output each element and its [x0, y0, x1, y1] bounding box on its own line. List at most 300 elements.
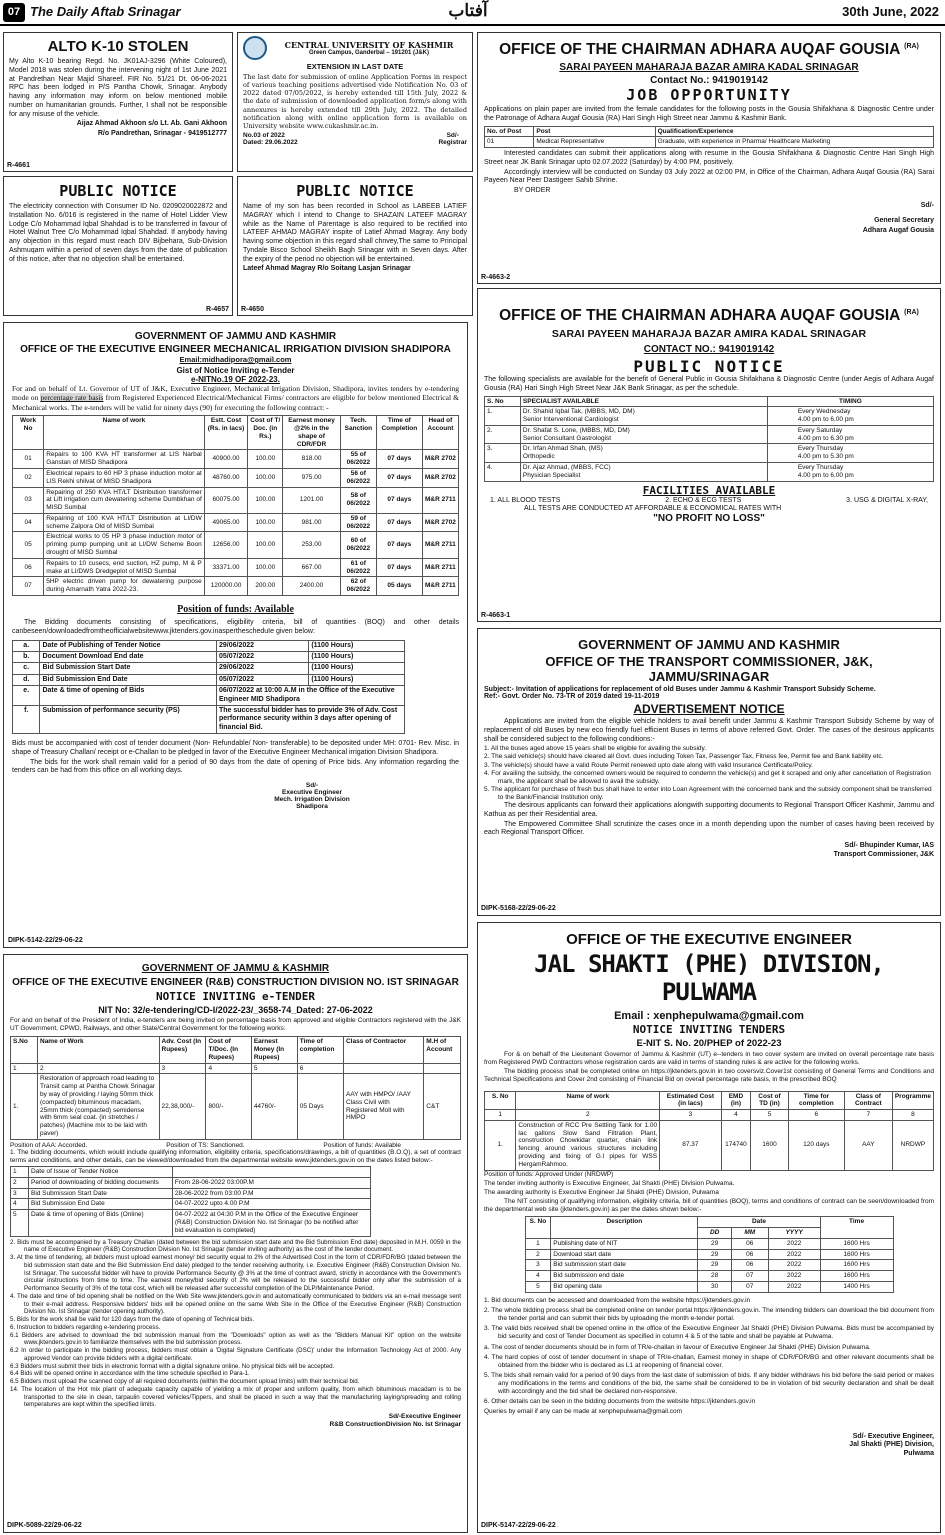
sign-sd: Sd/- — [305, 782, 319, 790]
cell: Submission of performance security (PS) — [40, 705, 217, 733]
col-header: S. No — [525, 1217, 551, 1239]
cell: 58 of 06/2022 — [340, 487, 376, 513]
ad-auqaf-public-notice — [477, 288, 941, 622]
col-header: Qualification/Experience — [655, 126, 933, 137]
cell: 06/07/2022 at 10:00 A.M in the Office of the Executive Engineer MID Shadipora — [217, 686, 405, 706]
list-item: 4. The date and time of bid opening shall be notified on the Web Site www.jktenders.gov.in and automatically communicated to bidders via an e-mail message sent to their e-mail address. Responsive bidders' bids will be opened online on the same Web Site in the Office of the Executive Engineer (R&B) Construction Division No. Ist Srinagar (tender opening authority). — [10, 1292, 461, 1316]
p2: The desirous applicants can forward their applications alongwith supporting documents to Regional Transport Officer Kashmir, Jammu and Kathua as per their Residential area. — [484, 802, 934, 818]
cell — [520, 463, 767, 482]
cell: 1201.00 — [283, 487, 340, 513]
cell: 04 — [13, 513, 44, 532]
facilities-heading: FACILITIES AVAILABLE — [642, 483, 776, 497]
cell: 818.00 — [283, 450, 340, 469]
ad-central-university — [237, 32, 473, 172]
cuk-registrar: Registrar — [438, 138, 467, 146]
cell: 48760.00 — [204, 468, 247, 487]
table-row — [13, 674, 405, 685]
ad-body: My Alto K-10 bearing Regd. No. JK01AJ-3296 (White Coloured), Model 2018 was stolen during the intervening night of 1st June 2021 at Pandrethan Near Majid Shareef. FIR No. 51/21 Dt. 06-06-2021 RPC has been lodged in P/S Pantha Chowk, Srinagar. Anybody having any information may inform on below mentioned mobile number on humanitarian grounds. Further, I shall not be responsible for any misuse of the vehicle. — [9, 58, 227, 118]
cell: 40900.00 — [204, 450, 247, 469]
intro-b: from Registered Experienced Electrical/Mechanical Firms/ contractors are eligible for below mentioned Electrical & Mechanical works. The e-tenders will be valid for ninety days (90) for executing the following contract: - — [12, 393, 460, 412]
p1: Position of funds: Approved Under (NRDWP) — [484, 1170, 614, 1178]
cell: 3. — [485, 444, 521, 463]
table-row — [525, 1282, 893, 1293]
cell: Medical Representative — [534, 137, 655, 148]
cell: M&R 2711 — [422, 487, 458, 513]
cell: Electrical repairs to 60 HP 3 phase induction motor at LIS Rekhi shilvat of MISD Shadipora — [44, 468, 205, 487]
table-row — [525, 1238, 893, 1249]
cell: 06 — [731, 1249, 768, 1260]
cell: e. — [13, 686, 40, 706]
col-header: EMD (in) — [721, 1091, 750, 1110]
page-number: 07 — [3, 3, 25, 22]
works-table — [12, 415, 459, 596]
table-row — [485, 407, 934, 426]
col-header: Time for completion — [788, 1091, 844, 1110]
cell: 22,38,000/- — [159, 1074, 206, 1139]
cell: 29/06/2022 — [217, 663, 309, 674]
cell: 07 — [731, 1282, 768, 1293]
cell-line: Every Thursday — [797, 464, 844, 472]
cell: (1100 Hours) — [309, 651, 405, 662]
cell: 2. — [485, 425, 521, 444]
col-header: Programme — [892, 1091, 933, 1110]
bid-intro: The Bidding documents consisting of specifications, eligibility criteria, bill of quantities (BOQ) and other details canbeseen/downloadedfromtheofficialwebsitewww.jktenders.gov.inasperthescheduIe given below: — [12, 619, 459, 635]
col-number: 3 — [660, 1110, 722, 1121]
cell: 1 — [11, 1167, 29, 1178]
p3: The awarding authority is Executive Engineer Jal Shakti (PHE) Division, Pulwama — [484, 1188, 719, 1196]
notice-heading: NOTICE INVITING TENDERS — [632, 1023, 786, 1036]
cell: 1600 Hrs — [820, 1249, 893, 1260]
list-item: 6.5 Bidders must upload the scanned copy of all required documents (within the document upload limits) with their technical bid. — [10, 1378, 360, 1386]
list-item: 1. Bid documents can be accessed and downloaded from the website https://jktenders.gov.in — [484, 1296, 751, 1304]
table-row — [13, 705, 405, 733]
cell: AAY — [844, 1120, 892, 1170]
cell: 1600 — [751, 1120, 789, 1170]
list-item: 5. The applicant for purchase of fresh bus shall have to enter into Loan Agreement with the concerned bank and the subsidy component shall be transferred to the Bank/Financial Institution only. — [484, 785, 932, 801]
cell: Bid Submission End Date — [28, 1199, 172, 1210]
col-header: Cost of T/Doc. (In Rupees) — [206, 1037, 251, 1063]
col-number: 2 — [38, 1063, 160, 1074]
cell: Publishing date of NIT — [551, 1238, 698, 1249]
cuk-header — [243, 36, 467, 60]
list-item: 4. For availing the subsidy, the concerned owners would be required to condemn the vehicle(s) and get it scraped and only after cancellation of Registration mark, the applicant shall be allowed to avail the subsidy. — [484, 769, 931, 785]
signature: Jal Shakti (PHE) Division, — [849, 1441, 934, 1449]
p2: The tender inviting authority is Executive Engineer, Jal Shakti (PHE) Division Pulwama. — [484, 1179, 735, 1187]
office-heading: OFFICE OF THE EXECUTIVE ENGINEER (R&B) CONSTRUCTION DIVISION NO. IST SRINAGAR — [12, 977, 459, 988]
subject: Subject:- Invitation of applications for replacement of old Buses under Jammu & Kashmir Transport Subsidy Scheme. — [484, 686, 876, 693]
cell: Bid Submission End Date — [40, 674, 217, 685]
auqaf-sub: SARAI PAYEEN MAHARAJA BAZAR AMIRA KADAL SRINAGAR — [551, 328, 867, 340]
cell — [767, 407, 933, 426]
ref-number: R-4661 — [7, 162, 30, 169]
col-header: Earnest Money (In Rupees) — [251, 1037, 297, 1063]
cell-line: Dr. Shahid Iqbal Tak, (MBBS, MD, DM) — [522, 408, 635, 416]
intro-highlight: percentage rate basis — [40, 393, 104, 403]
cell: 120000.00 — [204, 577, 247, 596]
ad-public-notice-name-change — [237, 176, 473, 316]
ad-body: The electricity connection with Consumer ID No. 0209020022872 and Installation No. 6/016 is registered in the name of Hotel Lidder View Lodge C/o Mohammad Iqbal Shahdad is to be transferred in favour of Hotel Walnut Tree C/o Mohammad Iqbal Shahdad. If anybody having any objection in this regard must reach DIV Bijbehara, Sub-Division Ashmuqam within a period of seven days from the date of publication of this notice, after that no objection shall be entertained. — [9, 203, 227, 263]
list-item: 6.1 Bidders are advised to download the bid submission manual from the "Downloads" option as well as the "Bidders Manual Kit" option on the website www.jktenders.gov.in to familiarize themselves with the bid submission process. — [10, 1331, 461, 1347]
cuk-body: The last date for submission of online Application Forms in respect of various teaching positions advertised vide Notification No. 03 of 2022 dated 07/05/2022, is hereby extended till 15th July, 2022 & the date of submission of downloaded application form/s along with annexures is hereby extended till 29th July, 2022. The detailed notification along with online application form is available on University website www.cukashmir.ac.in. — [243, 73, 467, 130]
list-item: 5. The bids shall remain valid for a period of 90 days from the last date of submission of bids. If any bidder withdraws his bid before the said period or makes any modifications in the terms and conditions of the bid, the same shall be considered to be in violation of bid security declaration and shall be dealt with accordingly and the bid shall be declared non-responsive. — [484, 1371, 934, 1396]
cell: 07 days — [376, 532, 422, 558]
table-row — [13, 513, 459, 532]
signature: Adhara Augaf Gousia — [862, 227, 934, 235]
p4: The NIT consisting of qualifying information, eligibility criteria, bill of quantities (BOQ), terms and conditions of contract can be seen/downloaded from the departmental web site (jktenders.gov.in) as per the dates shown below:- — [484, 1198, 934, 1214]
col-header: SPECIALIST AVAILABLE — [520, 396, 767, 407]
list-item: 6. Instruction to bidders regarding e-tendering process. — [10, 1323, 161, 1331]
p3: The Empowered Committee Shall scrutinize the cases once in a month depending upon the number of cases having been received by each Regional Transport Officer. — [484, 820, 934, 837]
nit-number: e-NITNo.19 OF 2022-23. — [191, 375, 280, 384]
notice-heading: NOTICE INVITING e-TENDER — [156, 990, 315, 1003]
cell: f. — [13, 705, 40, 733]
cell: 200.00 — [248, 577, 283, 596]
cell-line: Senior Consultant Gastrologist — [522, 434, 612, 442]
facility-item: 3. USG & DIGITAL X-RAY, — [846, 496, 928, 504]
auqaf-p3: Accordingly interview will be conducted on Sunday 03 July 2022 at 02:00 PM, in Office of the Chairman, Adhara Auqaf Gousia (RA) Sarai Payeen Near Peer Dastigeer Sahib Shrine. — [484, 168, 934, 185]
signature: Sd/- Executive Engineer, — [852, 1432, 934, 1440]
cell: d. — [13, 674, 40, 685]
col-header: Description — [551, 1217, 698, 1239]
col-header: Cost of TD (in) — [751, 1091, 789, 1110]
intro: Applications are invited from the eligible vehicle holders to avail benefit under Jammu & Kashmir Transport Subsidy Scheme by way of replacement of old Buses by new eco friendly fuel efficient Buses in terms of above referred Govt. Order. The cases of the desirous applicants shall be considered subject to the following conditions:- — [484, 718, 934, 743]
cell-line: 4.00 pm to 5.30 pm — [797, 453, 854, 461]
cell: 87.37 — [660, 1120, 722, 1170]
cell: 59 of 06/2022 — [340, 513, 376, 532]
auqaf-contact: CONTACT NO.: 9419019142 — [643, 344, 775, 355]
col-number — [424, 1063, 461, 1074]
cell: 100.00 — [248, 468, 283, 487]
cell: 01 — [13, 450, 44, 469]
cell-line: Dr. Ajaz Ahmad, (MBBS, FCC) — [522, 464, 611, 472]
cell: 02 — [13, 468, 44, 487]
cell — [172, 1167, 370, 1178]
intro — [12, 384, 459, 412]
position-aaa: Position of AAA: Accorded. — [10, 1141, 88, 1149]
footer-note: Bids must be accompanied with cost of tender document (Non- Refundable/ Non- transferable) to be deposited under MH: 0701- Rev. Misc. in shape of Treasury Challan/ receipt or e-Challan to be pledged in favor of the Executive Engineer Mechanical irrigation Division Shadipora. — [12, 740, 459, 756]
cell: 174740 — [721, 1120, 750, 1170]
col-header: Class of Contract — [844, 1091, 892, 1110]
cell-line: Every Thursday — [797, 445, 844, 453]
col-header: Estimated Cost (in lacs) — [660, 1091, 722, 1110]
cell: Construction of RCC Pre Settling Tank for 1.00 lac gallons Slow Sand Filtration Plant, construction Chowkidar quarter, chain link fencing around various structures including providing and fixing of G.I pipes for WSS HergamRahmoo. — [516, 1120, 660, 1170]
cell: 975.00 — [283, 468, 340, 487]
auqaf-contact: Contact No.: 9419019142 — [650, 75, 768, 86]
cell: Bid Submission Start Date — [40, 663, 217, 674]
intro2: The bidding process shall be completed online on https://jktenders.gov.in in two coversviz.Cover1st consisting of General Terms and Conditions and Technical Specifications and Cover 2nd consisting of Financial Bid on overall percentage rate basis, in the prescribed BOQ — [484, 1068, 934, 1084]
nit-number: E-NIT S. No. 20/PHEP of 2022-23 — [636, 1038, 782, 1049]
table-row — [13, 487, 459, 513]
cell: 4. — [485, 463, 521, 482]
cuk-sd: Sd/- — [446, 131, 459, 139]
cell: 44760/- — [251, 1074, 297, 1139]
table-row — [485, 444, 934, 463]
cell: 05 — [13, 532, 44, 558]
col-header: M.H of Account — [424, 1037, 461, 1063]
col-header: Work No — [13, 416, 44, 450]
cuk-title: CENTRAL UNIVERSITY OF KASHMIR — [284, 40, 454, 50]
division-title: JAL SHAKTI (PHE) DIVISION, PULWAMA — [534, 950, 884, 1006]
col-header: Name of Work — [38, 1037, 160, 1063]
cell: 100.00 — [248, 450, 283, 469]
cell: 100.00 — [248, 532, 283, 558]
cell: Bid submission start date — [551, 1260, 698, 1271]
cell-line: Every Saturday — [797, 426, 843, 434]
slogan: "NO PROFIT NO LOSS" — [653, 512, 765, 524]
ref-number: R-4663-1 — [481, 612, 511, 619]
cell: 1. — [11, 1074, 38, 1139]
ref-number: DIPK-5089-22/29-06-22 — [7, 1522, 82, 1529]
cell: M&R 2702 — [422, 468, 458, 487]
list-item: 6.3 Bidders must submit their bids in electronic format with a digital signature online. No physical bids will be accepted. — [10, 1362, 335, 1370]
cell: Repairing of 250 KVA HT/LT Distribution transformer at Lift irrigation cum dewatering scheme Dumbkhan of MISD Sumbal — [44, 487, 205, 513]
cell: 04-07-2022 upto 4.00 P.M — [172, 1199, 370, 1210]
cell: 4 — [525, 1271, 551, 1282]
list-item: 4. The hard copies of cost of tender document in shape of TR/e-challan, Earnest money in shape of CDR/FDR/BG and other relevant documents shall be obtained from the bidder who is declared as L1 at reopening of financial cover. — [484, 1353, 934, 1369]
signature: R&B ConstructionDivision No. Ist Srinagar — [329, 1421, 461, 1429]
sign-sd: Sd/- — [920, 201, 934, 209]
office-heading: OFFICE OF THE TRANSPORT COMMISSIONER, J&K, JAMMU/SRINAGAR — [545, 654, 873, 684]
signature: Sd/- Bhupinder Kumar, IAS — [844, 842, 934, 850]
cell: 1600 Hrs — [820, 1271, 893, 1282]
cell — [520, 444, 767, 463]
list-item: 3. At the time of tendering, all bidders must upload earnest money/ bid security equal to 2% of the Advertised Cost in the form of CDR/FDR/BG (dated between the bid submission start date and the Bid Submission End date) pledged to the tender receiving authority, i.e. Executive Engineer (R&B) Construction Division No. Ist Srinagar. The successful bidder will have to provide Performance Security @ 3% at the time of contract award, strictly in accordance with the Government's circular instructions from time to time. The earnest money/bid security of 2% will be released to the successful bidder only after the submission of a Performance Security of 3% of the total cost, which will be released after successful completion of the DLP/Maintenance Period. — [10, 1254, 461, 1293]
col-header: Time — [820, 1217, 893, 1239]
col-header: S. No — [485, 396, 521, 407]
list-item: a. The cost of tender documents should be in form of TR/e-challan in favour of Executive Engineer Jal Shakti (PHE) Division Pulwama. — [484, 1343, 871, 1351]
col-number: 4 — [721, 1110, 750, 1121]
auqaf-title-text: OFFICE OF THE CHAIRMAN ADHARA AUQAF GOUSIA — [499, 307, 900, 324]
ref-number: DIPK-5147-22/29-06-22 — [481, 1522, 556, 1529]
issue-date: 30th June, 2022 — [842, 4, 939, 19]
facility-note: ALL TESTS ARE CONDUCTED AT AFFORDABLE & ECONOMICAL RATES WITH — [524, 504, 782, 512]
cell: 05/07/2022 — [217, 674, 309, 685]
cell: Repairs to 100 KVA HT transformer at LIS Narbal Ganstan of MISD Shadipora — [44, 450, 205, 469]
schedule-table — [12, 640, 405, 735]
cell: M&R 2711 — [422, 558, 458, 577]
list-item: 2. The whole bidding process shall be completed online on tender portal https://jktenders.gov.in. The intending bidders can download the bid document from the tender portal and can submit their bids by uploading the month e-tender portal. — [484, 1307, 934, 1323]
auqaf-title-sup: (RA) — [904, 308, 919, 316]
auqaf-job-table — [484, 126, 934, 149]
cell: 981.00 — [283, 513, 340, 532]
col-number: 7 — [844, 1110, 892, 1121]
terms-list — [10, 1239, 461, 1410]
cell: 55 of 06/2022 — [340, 450, 376, 469]
cell: 100.00 — [248, 487, 283, 513]
page-header — [0, 0, 945, 26]
cell: 667.00 — [283, 558, 340, 577]
intro: For & on behalf of the Lieutenant Governor of Jammu & Kashmir (UT) e--tenders in two cover system are invited on overall percentage rate basis from Registered PWD Contractors whose registration cards are valid in terms of standing rules & are active for the following works. — [484, 1051, 934, 1067]
cell: Download start date — [551, 1249, 698, 1260]
col-number: 5 — [251, 1063, 297, 1074]
cell: 253.00 — [283, 532, 340, 558]
conditions-list — [484, 745, 934, 802]
table-row — [13, 450, 459, 469]
ad-transport-commissioner — [477, 628, 941, 916]
ad-mid-shadipora-tender — [3, 322, 468, 948]
col-subheader: YYYY — [768, 1228, 820, 1239]
cell: 1600 Hrs — [820, 1238, 893, 1249]
cell: 3 — [11, 1188, 29, 1199]
cell: 3 — [525, 1260, 551, 1271]
cell: 06 — [731, 1238, 768, 1249]
col-header: Time of Completion — [376, 416, 422, 450]
ref-line: Ref:- Govt. Order No. 73-TR of 2019 dated 19-11-2019 — [484, 693, 660, 700]
position-funds: Position of funds: Available — [323, 1141, 401, 1149]
nit-number: NIT No: 32/e-tendering/CD-I/2022-23/_3658-74_Dated: 27-06-2022 — [98, 1005, 373, 1015]
cell: 29 — [698, 1238, 731, 1249]
cell: 29/06/2022 — [217, 640, 309, 651]
cell: 60 of 06/2022 — [340, 532, 376, 558]
list-item: 2. Bids must be accompanied by a Treasury Challan (dated between the bid submission start date and the Bid Submission End date) deposited in M.H. 0059 in the name of Executive Engineer (R&B) Construction Division No. Ist Srinagar (tender inviting authority) as the cost of the tender document. — [10, 1238, 461, 1254]
table-row — [11, 1210, 371, 1236]
signature: Sd/-Executive Engineer — [388, 1413, 461, 1421]
cell: 1 — [525, 1238, 551, 1249]
funds-position: Position of funds: Available — [177, 604, 294, 616]
ref-number: R-4650 — [241, 306, 264, 313]
table-row — [525, 1271, 893, 1282]
cell: 62 of 06/2022 — [340, 577, 376, 596]
cell: 29 — [698, 1249, 731, 1260]
cell: 29 — [698, 1260, 731, 1271]
office-heading: OFFICE OF THE EXECUTIVE ENGINEER — [566, 931, 852, 948]
cell-line: 4.00 pm to 6.30 pm — [797, 434, 854, 442]
university-seal-icon — [243, 36, 267, 60]
works-table — [484, 1091, 934, 1171]
col-header: Head of Account — [422, 416, 458, 450]
cell: 60075.00 — [204, 487, 247, 513]
ref-number: R-4663-2 — [481, 274, 511, 281]
col-subheader: MM — [731, 1228, 768, 1239]
cell: 2022 — [768, 1238, 820, 1249]
col-number: 2 — [516, 1110, 660, 1121]
auqaf-title-sup: (RA) — [904, 42, 919, 50]
p1: 1. The bidding documents, which would include qualifying information, eligibility criteria, specifications/drawings, a bill of quantities (B.O.Q), a set of contract terms and conditions, and other details, can be viewed/downloaded from the departmental website www.jktenders.gov.in on the dates listed below:- — [10, 1148, 461, 1164]
col-header: Time of completion — [297, 1037, 343, 1063]
cell: 07 days — [376, 468, 422, 487]
masthead-logo: آفتاب — [448, 1, 488, 21]
newspaper-name: The Daily Aftab Srinagar — [30, 4, 181, 19]
terms-list — [484, 1297, 934, 1417]
cell: 56 of 06/2022 — [340, 468, 376, 487]
ad-title: ALTO K-10 STOLEN — [47, 38, 189, 55]
list-item: 3. The vehicle(s) should have a valid Route Permit renewed upto date along with valid Insurance Certificate/Policy. — [484, 761, 813, 769]
auqaf-intro: Applications on plain paper are invited from the female candidates for the following posts in the Gousia Shifakhana & Diagnostic Centre under the Patronage of Adhara Augaf Gousia (RA) Hari Singh High Street near Jammu & Kashmir Bank. — [484, 106, 934, 122]
table-row — [13, 686, 405, 706]
intro: For and on behalf of the President of India, e-tenders are being invited on percentage basis from approved and eligible Contractors registered with the J&K UT Government, CPWD, Railways, and other State/Central Government for the following works: — [10, 1017, 461, 1033]
cell: AAY with HMPO/ /AAY Class Civil with Registered Moll with HMPO — [343, 1074, 423, 1139]
auqaf-title-text: OFFICE OF THE CHAIRMAN ADHARA AUQAF GOUSIA — [499, 41, 900, 58]
cell: 61 of 06/2022 — [340, 558, 376, 577]
col-header: Cost of T/ Doc. (in Rs.) — [248, 416, 283, 450]
cell-line: Senior Interventional Cardiologist — [522, 416, 619, 424]
specialist-table — [484, 396, 934, 482]
cell: M&R 2711 — [422, 532, 458, 558]
cell-line: Every Wednesday — [797, 408, 851, 416]
table-row — [525, 1260, 893, 1271]
cell: 100.00 — [248, 558, 283, 577]
cell: Graduate, with experience in Pharma/ Healthcare Marketing — [655, 137, 933, 148]
cell: Bid Submission Start Date — [28, 1188, 172, 1199]
col-header: Estt. Cost (Rs. in lacs) — [204, 416, 247, 450]
cell: 07 days — [376, 558, 422, 577]
cell: M&R 2702 — [422, 450, 458, 469]
cuk-heading: EXTENSION IN LAST DATE — [306, 62, 404, 71]
cuk-no: No.03 of 2022 — [243, 131, 285, 139]
cell-line: Dr. Irfan Ahmad Shah, (MS) — [522, 445, 603, 453]
signature: R/o Pandrethan, Srinagar - 9419512777 — [97, 130, 227, 137]
cell: 2 — [525, 1249, 551, 1260]
table-row — [485, 425, 934, 444]
col-number: 8 — [892, 1110, 933, 1121]
col-number: 1 — [485, 1110, 516, 1121]
col-header: No. of Post — [485, 126, 534, 137]
cell: Bid submission end date — [551, 1271, 698, 1282]
cell: 06 — [13, 558, 44, 577]
cell: C&T — [424, 1074, 461, 1139]
email: Email : xenphepulwama@gmail.com — [614, 1010, 804, 1022]
cell: 4 — [11, 1199, 29, 1210]
footer-note: The bids for the work shall remain valid for a period of 90 days from the date of opening of Price bids. Any information regarding the tenders can be had from this office on all working days. — [12, 758, 459, 775]
ad-title: PUBLIC NOTICE — [296, 182, 414, 200]
advt-heading: ADVERTISEMENT NOTICE — [633, 702, 785, 716]
cell: 5 — [11, 1210, 29, 1236]
ad-alto-stolen — [3, 32, 233, 172]
cell: Repairs to 10 cusecs, end suction, HZ pump, M & P make at LI/DWS Dredgeplot of MISD Sumbal — [44, 558, 205, 577]
table-row — [485, 1120, 934, 1170]
ad-jal-shakti-pulwama — [477, 922, 941, 1533]
cell: 1400 Hrs — [820, 1282, 893, 1293]
cell — [767, 444, 933, 463]
col-header: Class of Contractor — [343, 1037, 423, 1063]
cell: From 28-06-2022 03:00P.M — [172, 1177, 370, 1188]
col-header: S. No — [485, 1091, 516, 1110]
col-header: Tech. Sanction — [340, 416, 376, 450]
cell-line: 4.00 pm to 6.00 pm — [797, 416, 854, 424]
signature: General Secretary — [874, 216, 934, 224]
schedule-table — [10, 1166, 371, 1237]
auqaf-title — [484, 307, 934, 325]
col-header: Name of work — [516, 1091, 660, 1110]
cell: 2022 — [768, 1249, 820, 1260]
cell: Restoration of approach road leading to Transit camp at Pantha Chowk Srinagar by way of providing / laying 50mm thick (compacted) bituminous macadam, 25mm thick (compacted) semidense with 6mm seal coat. (in stretches / patches) (Machine mix to be laid with paver) — [38, 1074, 160, 1139]
table-row — [485, 463, 934, 482]
cell: 05/07/2022 — [217, 651, 309, 662]
col-header: Name of work — [44, 416, 205, 450]
table-row — [485, 137, 934, 148]
signature: Transport Commissioner, J&K — [833, 850, 934, 858]
col-header: Post — [534, 126, 655, 137]
table-row — [13, 651, 405, 662]
auqaf-order: BY ORDER — [514, 187, 551, 195]
cell: 28 — [698, 1271, 731, 1282]
cell-line: Dr. Shafat S. Lone, (MBBS, MD, DM) — [522, 426, 630, 434]
table-row — [525, 1249, 893, 1260]
cell: Date & time of opening of Bids — [40, 686, 217, 706]
cell: 03 — [13, 487, 44, 513]
cell: 12656.00 — [204, 532, 247, 558]
col-number: 6 — [788, 1110, 844, 1121]
cell: 07 — [731, 1271, 768, 1282]
list-item: Queries by email if any can be made at xenphepulwama@gmail.com — [484, 1408, 683, 1416]
ref-number: DIPK-5168-22/29-06-22 — [481, 905, 556, 912]
cell: (1100 Hours) — [309, 663, 405, 674]
table-row — [11, 1188, 371, 1199]
list-item: 3. The valid bids received shall be opened online in the office of the Executive Engineer Jal Shakti (PHE) Division Pulwama. Bids must be accompanied by bid security and cost of Tender Document as specified in column 4 & 5 of the table and shall be payable at Pulwama. — [484, 1325, 934, 1341]
cell-line: Physician Specialist — [522, 471, 581, 479]
cell: b. — [13, 651, 40, 662]
ad-body: Name of my son has been recorded in School as LABEEB LATIEF MAGRAY which I intend to Change to SHAZAIN LATEEF MAGRAY while as the Name of Parentage is also required to be rectified into LATEEF AHMAD MAGRAY inspite of Latief Ahmad Magray. Any body having some objection in this regard shall chnvey,The same to Principal Tyndale Bisco School Sheikh Bagh Srinagar with in Seven days. After the expiry of the period no objection will be entertained. — [243, 203, 467, 263]
